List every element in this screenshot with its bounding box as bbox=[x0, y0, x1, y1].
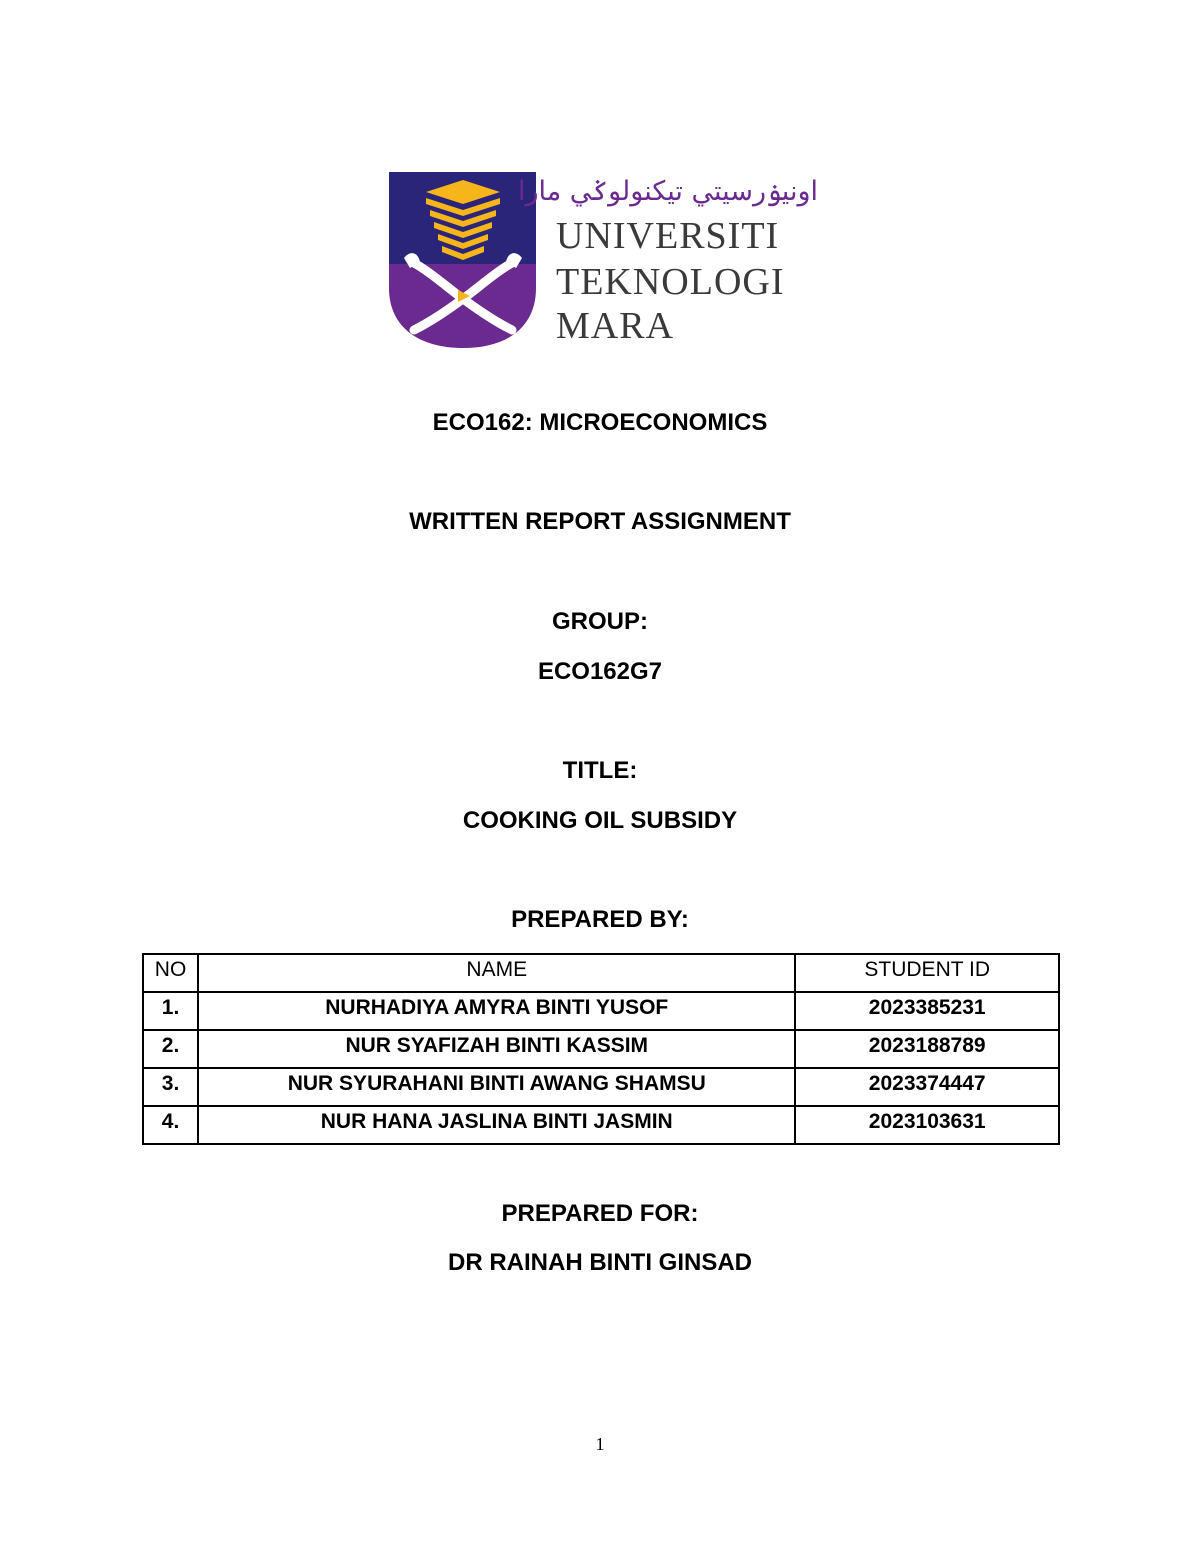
header-no: NO bbox=[143, 954, 198, 992]
cell-no: 1. bbox=[143, 992, 198, 1030]
header-name: NAME bbox=[198, 954, 795, 992]
prepared-for-label: PREPARED FOR: bbox=[501, 1200, 699, 1227]
table-row bbox=[143, 1030, 1059, 1068]
cell-name: NUR SYURAHANI BINTI AWANG SHAMSU bbox=[198, 1068, 795, 1106]
assignment-title: WRITTEN REPORT ASSIGNMENT bbox=[409, 508, 791, 535]
shield-emblem bbox=[389, 172, 536, 348]
logo-name-line-3: MARA bbox=[556, 305, 675, 347]
report-title: COOKING OIL SUBSIDY bbox=[462, 807, 738, 834]
cell-no: 4. bbox=[143, 1106, 198, 1144]
cell-name: NURHADIYA AMYRA BINTI YUSOF bbox=[198, 992, 795, 1030]
group-label: GROUP: bbox=[552, 608, 648, 635]
logo-name-line-1: UNIVERSITI bbox=[556, 215, 780, 257]
page-number: 1 bbox=[595, 1434, 605, 1454]
cell-no: 2. bbox=[143, 1030, 198, 1068]
table-row bbox=[143, 992, 1059, 1030]
title-label: TITLE: bbox=[562, 757, 638, 784]
cell-no: 3. bbox=[143, 1068, 198, 1106]
table-row bbox=[143, 1068, 1059, 1106]
cell-name: NUR HANA JASLINA BINTI JASMIN bbox=[198, 1106, 795, 1144]
cell-name: NUR SYAFIZAH BINTI KASSIM bbox=[198, 1030, 795, 1068]
logo-jawi-text: اونيۏرسيتي تيكنولوݢي مارا bbox=[517, 176, 818, 207]
logo-name-line-2: TEKNOLOGI bbox=[556, 261, 785, 303]
members-table bbox=[142, 953, 1060, 1145]
course-title: ECO162: MICROECONOMICS bbox=[432, 409, 768, 436]
cell-student-id: 2023385231 bbox=[795, 992, 1059, 1030]
table-header-row bbox=[143, 954, 1059, 992]
university-logo bbox=[388, 170, 818, 350]
header-student-id: STUDENT ID bbox=[795, 954, 1059, 992]
lecturer-name: DR RAINAH BINTI GINSAD bbox=[448, 1249, 752, 1276]
table-row bbox=[143, 1106, 1059, 1144]
cell-student-id: 2023103631 bbox=[795, 1106, 1059, 1144]
group-value: ECO162G7 bbox=[537, 658, 663, 685]
cell-student-id: 2023188789 bbox=[795, 1030, 1059, 1068]
cell-student-id: 2023374447 bbox=[795, 1068, 1059, 1106]
prepared-by-label: PREPARED BY: bbox=[511, 906, 689, 933]
